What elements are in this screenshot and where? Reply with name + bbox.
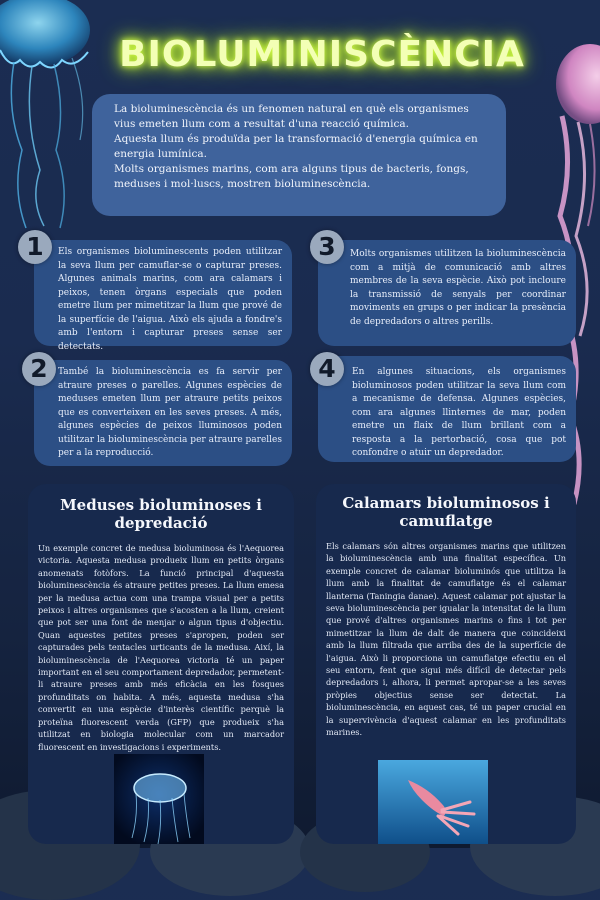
point-card-4 [318,356,576,462]
number-badge-3: 3 [310,230,344,264]
intro-panel [92,94,506,216]
point-text-1: Els organismes bioluminescents poden utilitzar la seva llum per camuflar-se o capturar preses. Algunes animals marins, com ara calamars i peixos, tenen òrgans especials que poden emetre llum per mimetitzar la llum que prové de la superfície de l'aigua. Això els ajuda a fondre's amb l'entorn i capturar preses sense ser detectats. [58,247,282,352]
point-card-3 [318,240,576,346]
intro-paragraph-1: La bioluminescència és un fenomen natural en què els organismes vius emeten llum com a resultat d'una reacció química. [114,103,469,130]
point-card-1 [34,240,292,352]
number-badge-4: 4 [310,352,344,386]
intro-paragraph-2: Aquesta llum és produïda per la transformació d'energia química en energia lumínica. [114,133,478,160]
jellyfish-article-heading: Meduses bioluminoses i depredació [60,496,262,532]
point-text-4: En algunes situacions, els organismes bioluminosos poden utilitzar la seva llum com a mecanisme de defensa. Algunes espècies, com ara algunes llinternes de mar, poden emetre un flaix de llum brillant com a resposta a la pertorbació, cosa que pot confondre o atuir un depredador. [352,367,566,458]
page-title: BIOLUMINISCÈNCIA [119,34,525,75]
number-badge-2: 2 [22,352,56,386]
point-text-3: Molts organismes utilitzen la bioluminescència com a mitjà de comunicació amb altres membres de la seva espècie. Això pot incloure la transmissió de senyals per coordinar moviments en grups o per indicar la presència de depredadors o altres perills. [350,249,566,327]
number-badge-1: 1 [18,230,52,264]
jellyfish-photo [114,754,204,844]
jellyfish-article-text: Un exemple concret de medusa bioluminosa és l'Aequorea victoria. Aquesta medusa produeix llum en petits òrgans anomenats fotòfors. La funció principal d'aquesta bioluminescència és atraure petites preses. La llum emesa per la medusa actua com una trampa visual per a petits peixos i altres organismes que s'acosten a la llum, creient que pot ser una font de menjar o algun tipus d'objectiu. Quan aquestes petites preses s'apropen, poden ser capturades pels tentacles urticants de la medusa. Així, la bioluminescència de l'Aequorea victoria té un paper important en el seu comportament depredador, permetent-li atraure preses amb més eficàcia en les fosques profunditats on habita. A més, aquesta medusa s'ha convertit en una espècie d'interès científic perquè la proteïna fluorescent verda (GFP) que produeix s'ha utilitzat en biologia molecular com un marcador fluorescent en investigacions i experiments. [38,543,284,752]
squid-photo [378,760,488,844]
intro-paragraph-3: Molts organismes marins, com ara alguns tipus de bacteris, fongs, meduses i mol·luscs, mostren bioluminescència. [114,163,469,190]
squid-article-heading: Calamars bioluminosos i camuflatge [342,494,550,530]
point-text-2: També la bioluminescència es fa servir per atraure preses o parelles. Algunes espècies de meduses emeten llum per atraure petits peixos que es converteixen en les seves preses. A més, algunes espècies de peixos lluminosos poden utilitzar la bioluminescència per atraure parelles per a la reproducció. [58,367,282,458]
point-card-2 [34,360,292,466]
squid-article-text: Els calamars són altres organismes marins que utilitzen la bioluminescència amb una finalitat específica. Un exemple concret de calamar bioluminós que utilitza la llum amb la finalitat de camuflatge és el calamar llanterna (Taningia danae). Aquest calamar pot ajustar la seva bioluminescència per igualar la intensitat de la llum que prové d'altres organismes marins o fins i tot per mimetitzar la llum de dalt de manera que coincideixi amb la llum filtrada que arriba des de la superfície de l'aigua. Això li proporciona un camuflatge efectiu en el seu entorn, fent que sigui més difícil de detectar pels depredadors i, alhora, li permet apropar-se a les seves pròpies objectius sense ser detectat. La bioluminescència, en aquest cas, té un paper crucial en la supervivència d'aquest calamar en les profunditats marines. [326,541,566,738]
